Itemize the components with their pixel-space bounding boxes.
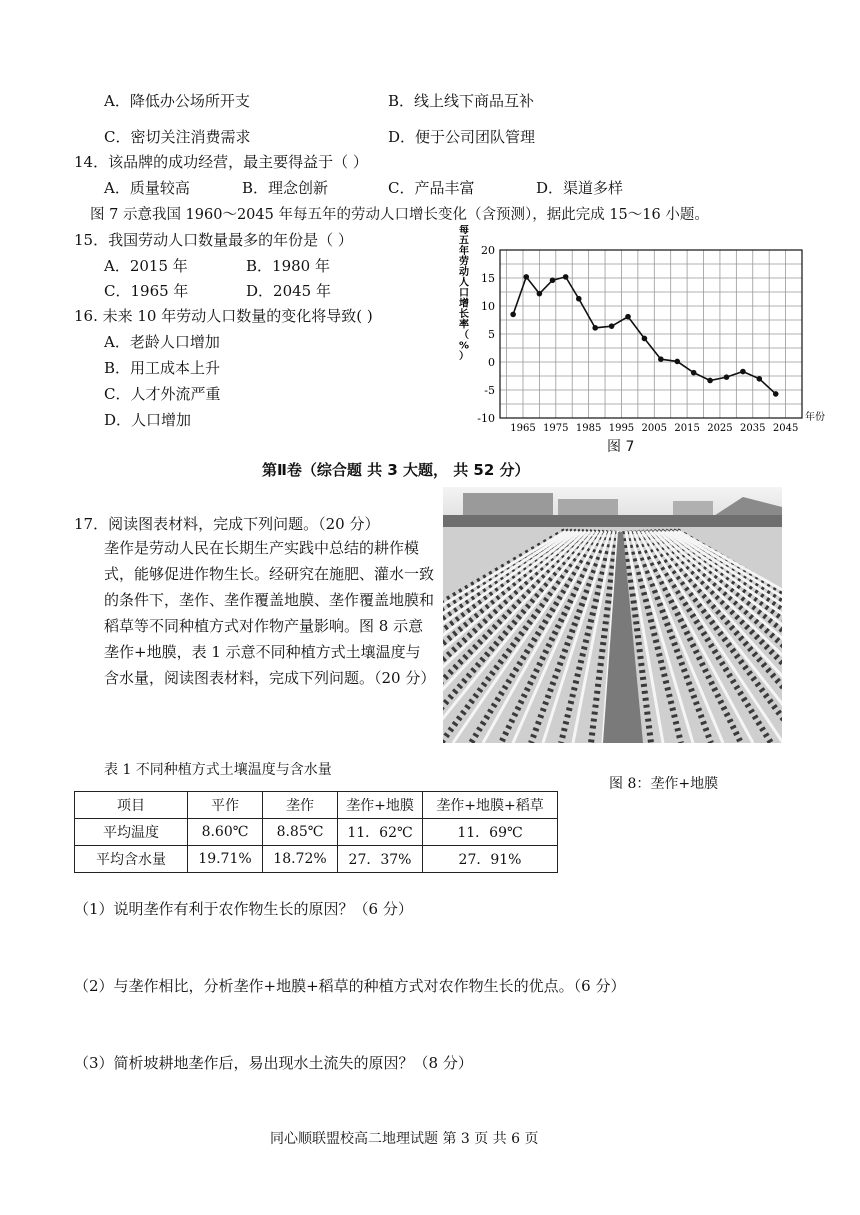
q16-option-b: B．用工成本上升 bbox=[104, 359, 221, 377]
q14-option-d: D．渠道多样 bbox=[536, 179, 624, 197]
ridge-farming-photo bbox=[443, 487, 782, 743]
y-axis-label-char: 年 bbox=[459, 246, 469, 257]
q15-option-b: B．1980 年 bbox=[246, 257, 330, 275]
data-point bbox=[592, 325, 598, 331]
data-point bbox=[757, 376, 763, 382]
table-cell: 平均温度 bbox=[75, 819, 188, 846]
y-axis-label-char: % bbox=[458, 340, 470, 352]
y-tick-label: 10 bbox=[481, 300, 495, 313]
x-tick-label: 1985 bbox=[575, 423, 602, 433]
y-tick-label: 15 bbox=[481, 272, 495, 285]
table-header-cell: 垄作 bbox=[263, 792, 338, 819]
data-point bbox=[674, 359, 680, 365]
q16-option-a: A．老龄人口增加 bbox=[104, 333, 220, 351]
q13-option-b: B．线上线下商品互补 bbox=[388, 92, 535, 110]
x-tick-label: 1995 bbox=[608, 423, 635, 433]
table-cell: 27．91% bbox=[423, 846, 558, 873]
page-footer: 同心顺联盟校高二地理试题 第 3 页 共 6 页 bbox=[270, 1131, 539, 1147]
y-tick-label: 5 bbox=[488, 328, 495, 341]
table-row bbox=[75, 846, 558, 873]
data-point bbox=[740, 369, 746, 375]
data-point bbox=[691, 370, 697, 376]
data-point bbox=[625, 314, 631, 320]
q15-stem: 15．我国劳动人口数量最多的年份是（ ） bbox=[74, 231, 353, 249]
q14-option-c: C．产品丰富 bbox=[388, 179, 475, 197]
q14-option-a: A．质量较高 bbox=[104, 179, 190, 197]
y-tick-label: -10 bbox=[477, 412, 495, 425]
q16-option-c: C．人才外流严重 bbox=[104, 385, 221, 403]
table1-title: 表 1 不同种植方式土壤温度与含水量 bbox=[104, 762, 332, 778]
x-tick-label: 2025 bbox=[707, 423, 733, 433]
data-point bbox=[576, 296, 582, 302]
q17-sub1: （1）说明垄作有利于农作物生长的原因？（6 分） bbox=[74, 900, 413, 918]
y-tick-label: 20 bbox=[481, 244, 495, 257]
y-axis-label-char: ） bbox=[459, 351, 469, 362]
y-axis-label-char: 五 bbox=[459, 235, 469, 247]
table-cell: 19.71% bbox=[188, 846, 263, 873]
table-header-cell: 垄作+地膜+稻草 bbox=[423, 792, 558, 819]
data-point bbox=[523, 274, 529, 280]
data-point bbox=[724, 374, 730, 380]
fig8-caption: 图 8：垄作+地膜 bbox=[609, 776, 719, 792]
fig7-intro: 图 7 示意我国 1960～2045 年每五年的劳动人口增长变化（含预测），据此完成 15～16 小题。 bbox=[90, 207, 709, 223]
q13-option-a: A．降低办公场所开支 bbox=[104, 92, 250, 110]
data-point bbox=[510, 312, 516, 318]
q17-sub2: （2）与垄作相比，分析垄作+地膜+稻草的种植方式对农作物生长的优点。（6 分） bbox=[74, 977, 626, 995]
table-cell: 11．62℃ bbox=[338, 819, 423, 846]
x-tick-label: 2015 bbox=[674, 423, 700, 433]
y-axis-label-char: 动 bbox=[459, 267, 469, 278]
q13-option-d: D．便于公司团队管理 bbox=[388, 128, 536, 146]
data-point bbox=[658, 356, 664, 362]
soil-table bbox=[74, 791, 558, 873]
data-point bbox=[550, 277, 556, 283]
x-tick-label: 1965 bbox=[510, 423, 536, 433]
y-axis-label-char: 口 bbox=[459, 288, 469, 299]
data-point bbox=[707, 378, 713, 384]
table-cell: 平均含水量 bbox=[75, 846, 188, 873]
labor-growth-line-chart bbox=[450, 225, 835, 433]
q17-sub3: （3）简析坡耕地垄作后，易出现水土流失的原因？（8 分） bbox=[74, 1054, 473, 1072]
q13-option-c: C．密切关注消费需求 bbox=[104, 128, 251, 146]
x-axis-label: 年份 bbox=[805, 412, 825, 423]
y-axis-label-char: （ bbox=[459, 330, 469, 341]
fig7-caption: 图 7 bbox=[607, 439, 635, 455]
y-tick-label: -5 bbox=[484, 384, 495, 397]
q14-stem: 14．该品牌的成功经营，最主要得益于（ ） bbox=[74, 153, 368, 171]
data-point bbox=[642, 336, 648, 342]
data-point bbox=[563, 274, 569, 280]
x-tick-label: 2045 bbox=[772, 423, 799, 433]
q16-stem: 16. 未来 10 年劳动人口数量的变化将导致( ) bbox=[74, 307, 373, 325]
data-point bbox=[773, 391, 779, 397]
y-axis-label-char: 劳 bbox=[459, 256, 469, 268]
y-axis-label-char: 长 bbox=[459, 309, 469, 320]
table-cell: 11．69℃ bbox=[423, 819, 558, 846]
section2-title: 第Ⅱ卷（综合题 共 3 大题， 共 52 分） bbox=[262, 461, 530, 479]
x-tick-label: 2005 bbox=[641, 423, 668, 433]
y-axis-label-char: 人 bbox=[459, 277, 469, 289]
y-axis-label-char: 率 bbox=[459, 319, 469, 331]
data-point bbox=[609, 323, 615, 329]
table-cell: 18.72% bbox=[263, 846, 338, 873]
y-axis-label-char: 增 bbox=[459, 298, 469, 310]
table-cell: 8.85℃ bbox=[263, 819, 338, 846]
q15-option-a: A．2015 年 bbox=[104, 257, 188, 275]
data-point bbox=[537, 291, 543, 297]
table-cell: 27．37% bbox=[338, 846, 423, 873]
q17-paragraph: 垄作是劳动人民在长期生产实践中总结的耕作模式，能够促进作物生长。经研究在施肥、灌水一致的条件下，垄作、垄作覆盖地膜、垄作覆盖地膜和稻草等不同种植方式对作物产量影响。图 8 示意垄作+地膜，表 1 示意不同种植方式土壤温度与含水量，阅读图表材料，完成下列问题。（20 分） bbox=[104, 539, 436, 687]
table-row bbox=[75, 819, 558, 846]
table-header-cell: 平作 bbox=[188, 792, 263, 819]
table-header-row bbox=[75, 792, 558, 819]
q17-stem: 17．阅读图表材料，完成下列问题。（20 分） bbox=[74, 515, 380, 533]
table-header-cell: 项目 bbox=[75, 792, 188, 819]
q15-option-c: C．1965 年 bbox=[104, 282, 189, 300]
table-header-cell: 垄作+地膜 bbox=[338, 792, 423, 819]
y-tick-label: 0 bbox=[488, 356, 495, 369]
q14-option-b: B．理念创新 bbox=[242, 179, 329, 197]
x-tick-label: 1975 bbox=[543, 423, 569, 433]
q15-option-d: D．2045 年 bbox=[246, 282, 331, 300]
q16-option-d: D．人口增加 bbox=[104, 411, 192, 429]
y-axis-label-char: 每 bbox=[459, 225, 469, 236]
table-cell: 8.60℃ bbox=[188, 819, 263, 846]
x-tick-label: 2035 bbox=[740, 423, 766, 433]
